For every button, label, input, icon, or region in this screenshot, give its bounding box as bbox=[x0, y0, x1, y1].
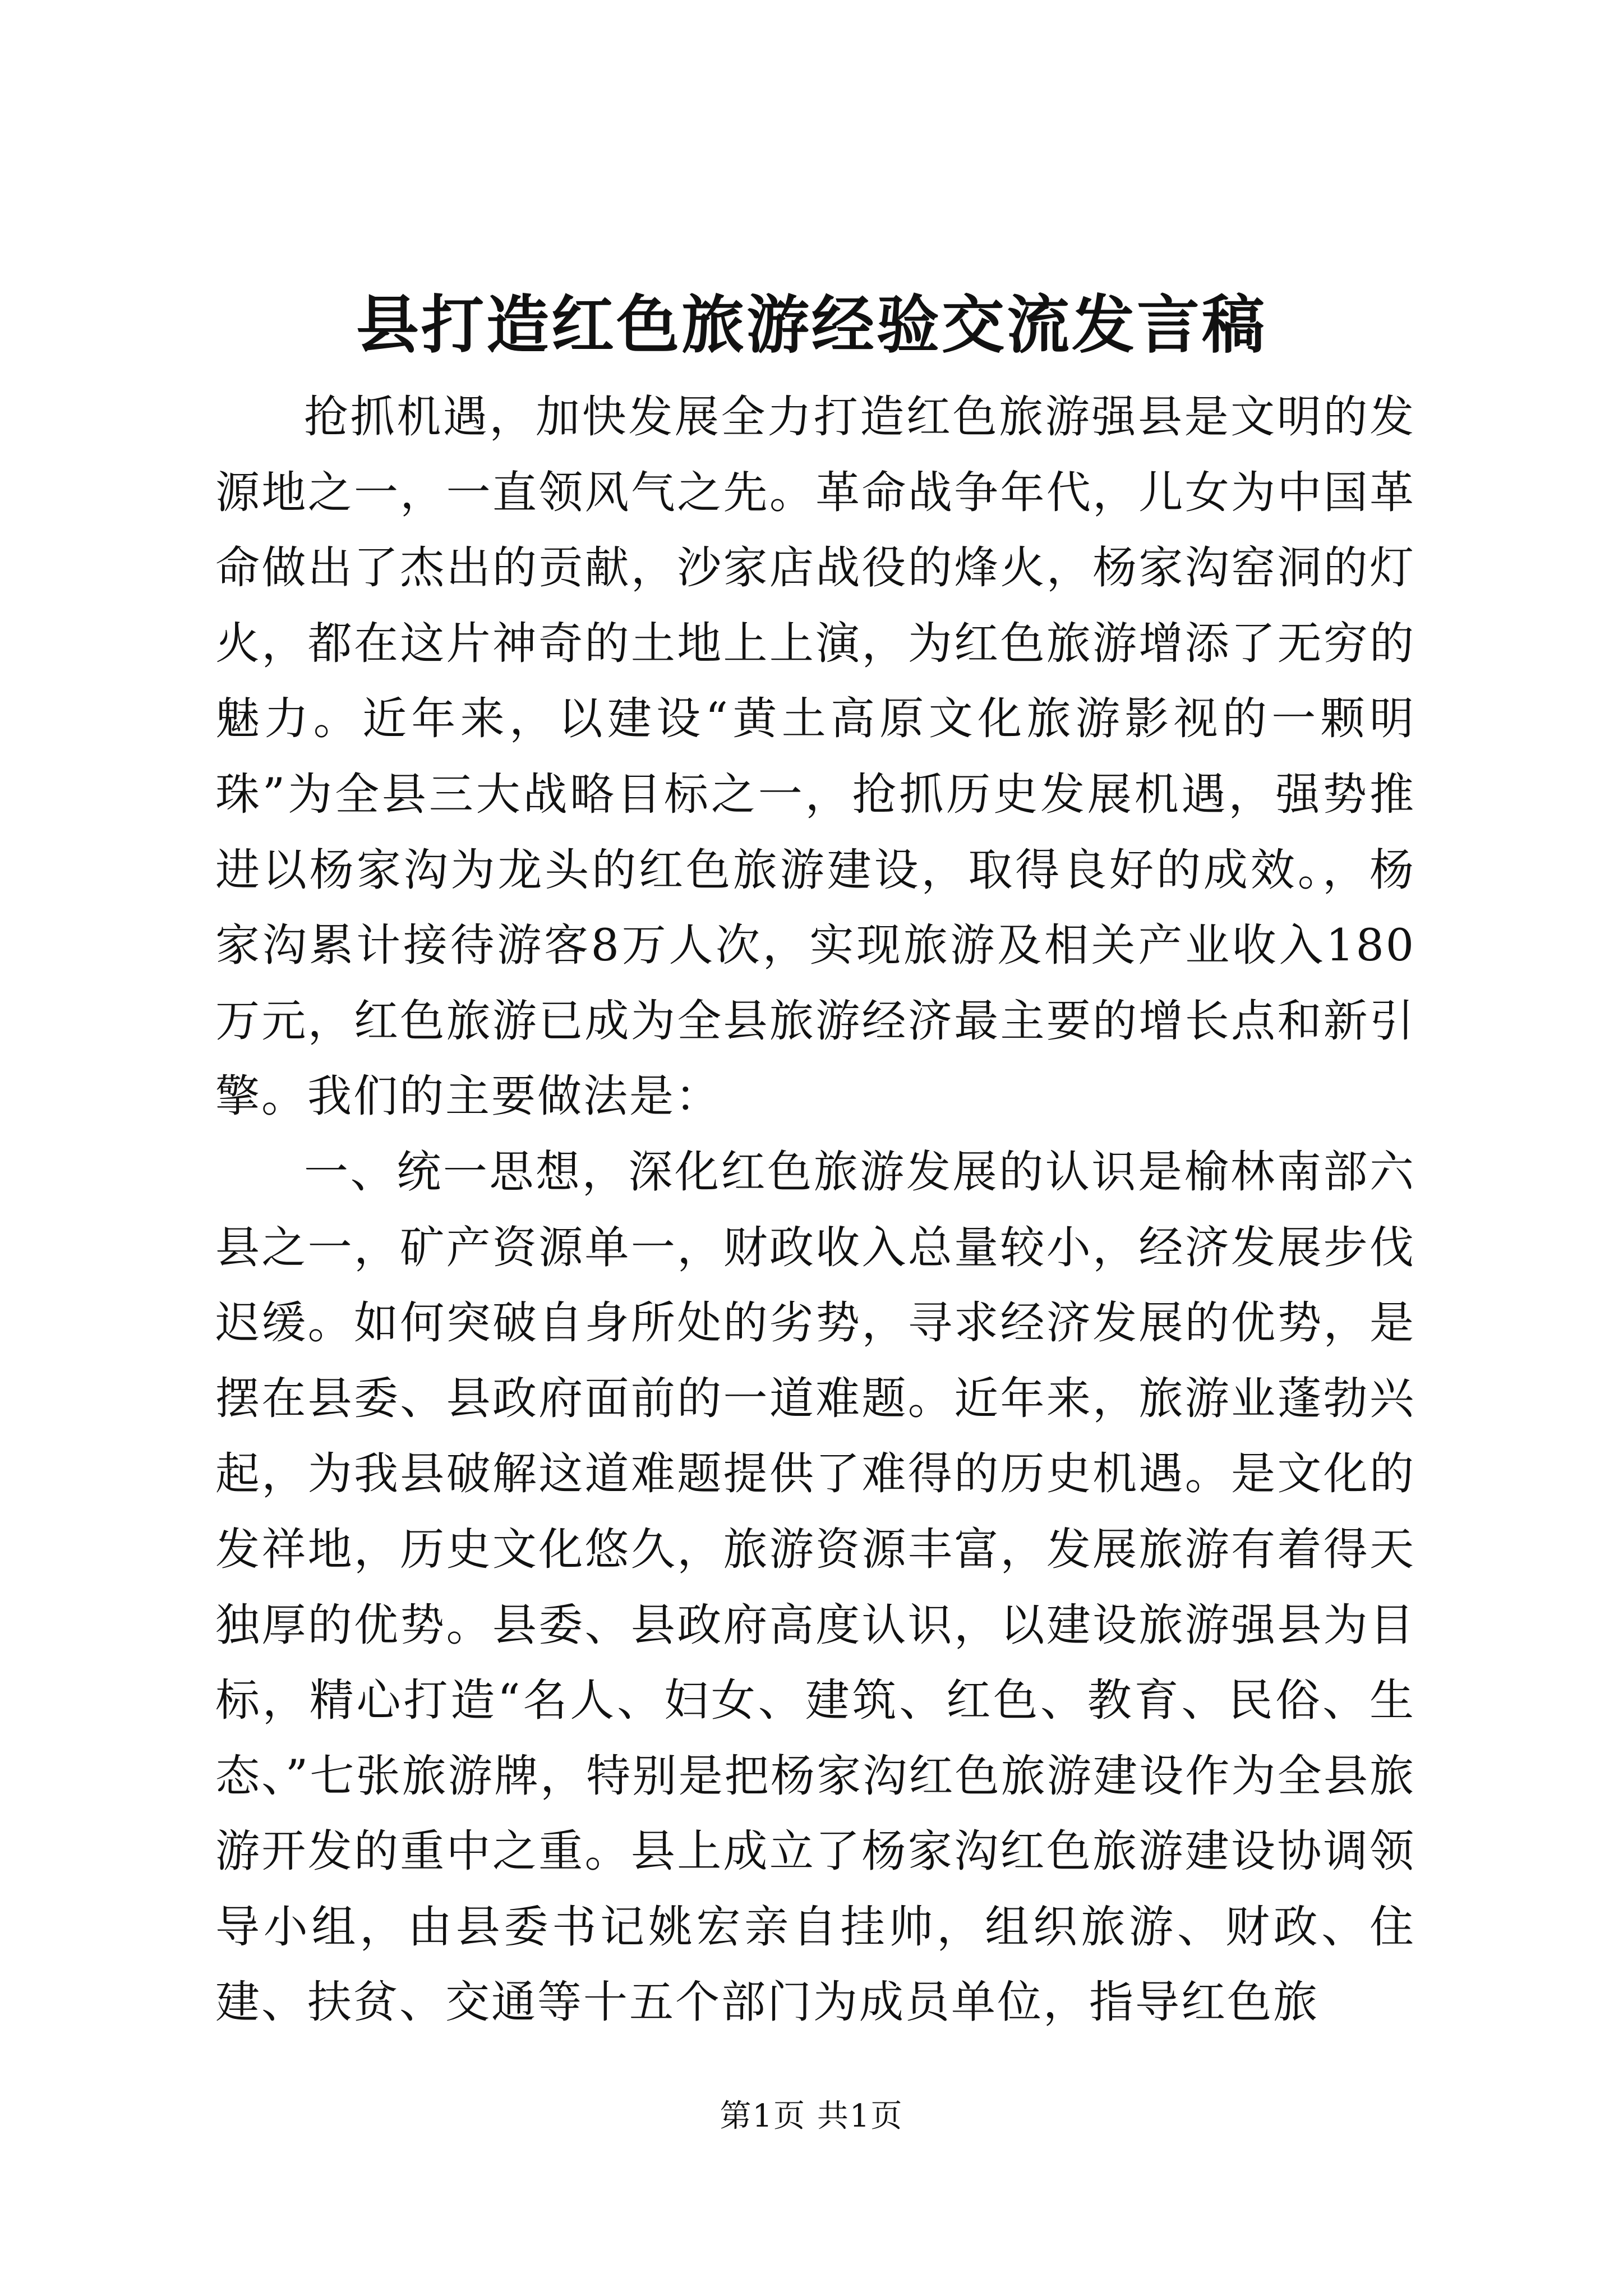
paragraph-intro: 抢抓机遇，加快发展全力打造红色旅游强县是文明的发源地之一，一直领风气之先。革命战争年代，儿女为中国革命做出了杰出的贡献，沙家店战役的烽火，杨家沟窑洞的灯火，都在这片神奇的土地上上演，为红色旅游增添了无穷的魅力。近年来，以建设“黄土高原文化旅游影视的一颗明珠”为全县三大战略目标之一，抢抓历史发展机遇，强势推进以杨家沟为龙头的红色旅游建设，取得良好的成效。，杨家沟累计接待游客8万人次，实现旅游及相关产业收入180万元，红色旅游已成为全县旅游经济最主要的增长点和新引擎。我们的主要做法是： bbox=[215, 391, 1415, 1122]
page-number-footer: 第1页 共1页 bbox=[720, 2098, 903, 2134]
paragraph-section-one: 一、统一思想，深化红色旅游发展的认识是榆林南部六县之一，矿产资源单一，财政收入总量较小，经济发展步伐迟缓。如何突破自身所处的劣势，寻求经济发展的优势，是摆在县委、县政府面前的一道难题。近年来，旅游业蓬勃兴起，为我县破解这道难题提供了难得的历史机遇。是文化的发祥地，历史文化悠久，旅游资源丰富，发展旅游有着得天独厚的优势。县委、县政府高度认识，以建设旅游强县为目标，精心打造“名人、妇女、建筑、红色、教育、民俗、生态、”七张旅游牌，特别是把杨家沟红色旅游建设作为全县旅游开发的重中之重。县上成立了杨家沟红色旅游建设协调领导小组，由县委书记姚宏亲自挂帅，组织旅游、财政、住建、扶贫、交通等十五个部门为成员单位，指导红色旅 bbox=[215, 1145, 1415, 2028]
document-body bbox=[215, 379, 1415, 2040]
document-title: 县打造红色旅游经验交流发言稿 bbox=[356, 288, 1267, 362]
